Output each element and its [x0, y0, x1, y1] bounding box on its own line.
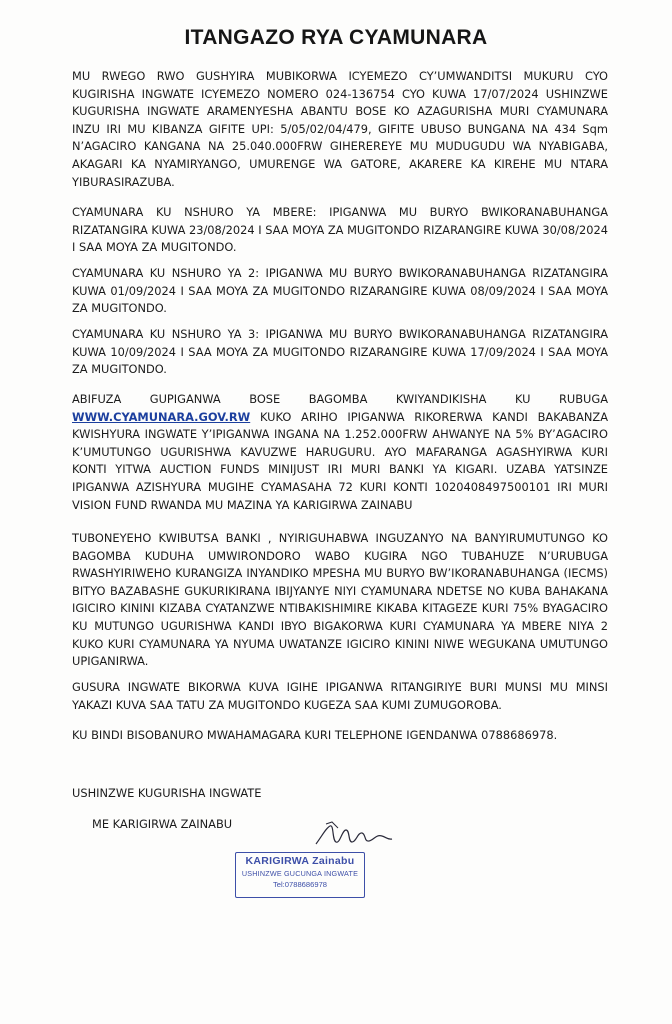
signoff-role: USHINZWE KUGURISHA INGWATE: [72, 786, 262, 800]
paragraph-contact: KU BINDI BISOBANURO MWAHAMAGARA KURI TELEPHONE IGENDANWA 0788686978.: [72, 728, 558, 742]
signoff-name: ME KARIGIRWA ZAINABU: [92, 817, 233, 831]
handwritten-signature: [312, 818, 394, 854]
stamp-telephone: Tel:0788686978: [272, 880, 328, 889]
paragraph-visiting: GUSURA INGWATE BIKORWA KUVA IGIHE IPIGANWA RITANGIRIYE BURI MUNSI MU MINSI YAKAZI KUVA SAA TATU ZA MUGITONDO KUGEZA SAA KUMI ZUMUGOROBA.: [72, 680, 608, 712]
paragraph-auction-1: CYAMUNARA KU NSHURO YA MBERE: IPIGANWA MU BURYO BWIKORANABUHANGA RIZATANGIRA KUWA 23/08/2024 I SAA MOYA ZA MUGITONDO RIZARANGIRE KUWA 30/08/2024 I SAA MOYA ZA MUGITONDO.: [72, 205, 608, 255]
auction-website-link[interactable]: WWW.CYAMUNARA.GOV.RW: [72, 409, 251, 424]
document-title: ITANGAZO RYA CYAMUNARA: [184, 26, 488, 49]
registration-text-end: KUKO ARIHO IPIGANWA RIKORERWA KANDI BAKABANZA KWISHYURA INGWATE Y’IPIGANWA INGANA NA 1.252.000FRW AHWANYE NA 5% BY’AGACIRO K’UMUTUNGO UGURISHWA KAVUZWE HARUGURU. AYO MAFARANGA AGASHYIRWA KURI KONTI YITWA AUCTION FUNDS MINIJUST IRI MURI BANKI YA KIGARI. UZABA YATSINZE IPIGANWA AZISHYURA MUGIHE CYAMASAHA 72 KURI KONTI 1020408497500101 IRI MURI VISION FUND RWANDA MU MAZINA YA KARIGIRWA ZAINABU: [72, 409, 608, 512]
registration-text-start: ABIFUZA GUPIGANWA BOSE BAGOMBA KWIYANDIKISHA KU RUBUGA: [72, 392, 608, 406]
paragraph-auction-2: CYAMUNARA KU NSHURO YA 2: IPIGANWA MU BURYO BWIKORANABUHANGA RIZATANGIRA KUWA 01/09/2024 I SAA MOYA ZA MUGITONDO RIZARANGIRE KUWA 08/09/2024 I SAA MOYA ZA MUGITONDO.: [72, 266, 608, 316]
paragraph-registration: [72, 391, 608, 514]
official-stamp: [235, 852, 365, 898]
stamp-name: KARIGIRWA Zainabu: [245, 855, 355, 867]
paragraph-auction-3: CYAMUNARA KU NSHURO YA 3: IPIGANWA MU BURYO BWIKORANABUHANGA RIZATANGIRA KUWA 10/09/2024 I SAA MOYA ZA MUGITONDO RIZARANGIRE KUWA 17/09/2024 I SAA MOYA ZA MUGITONDO.: [72, 327, 608, 377]
stamp-role: USHINZWE GUCUNGA INGWATE: [241, 869, 359, 878]
paragraph-reminder: TUBONEYEHO KWIBUTSA BANKI , NYIRIGUHABWA INGUZANYO NA BANYIRUMUTUNGO KO BAGOMBA KUDUHA UMWIRONDORO WABO KUGIRA NGO TUBAHUZE N’URUBUGA RWASHYIRIWEHO KURANGIZA INYANDIKO MPESHA MU BURYO BW’IKORANABUHANGA (IECMS) BITYO BAZABASHE GUKURIKIRANA IBIJYANYE NIYI CYAMUNARA NDETSE NO KUBA BAHAKANA IGICIRO KININI KIZABA CYATANZWE NTIBAKISHIMIRE KIKABA KITAGEZE KURI 75% BYAGACIRO KU MUTUNGO UGURISHWA KANDI IBYO BIGAKORWA KURI CYAMUNARA YA MBERE NIYA 2 KUKO KURI CYAMUNARA YA NYUMA UWATANZE IGICIRO KININI NIWE WEGUKANA UMUTUNGO UPIGANIRWA.: [72, 531, 608, 669]
paragraph-intro: MU RWEGO RWO GUSHYIRA MUBIKORWA ICYEMEZO CY’UMWANDITSI MUKURU CYO KUGIRISHA INGWATE ICYEMEZO NOMERO 024-136754 CYO KUWA 17/07/2024 USHINZWE KUGURISHA INGWATE ARAMENYESHA ABANTU BOSE KO AZAGURISHA MURI CYAMUNARA INZU IRI MU KIBANZA GIFITE UPI: 5/05/02/04/479, GIFITE UBUSO BUNGANA NA 434 Sqm N’AGACIRO KANGANA NA 25.040.000FRW GIHEREREYE MU MUDUGUDU WA NYABIGABA, AKAGARI KA NYAMIRYANGO, UMURENGE WA GATORE, AKARERE KA KIREHE MU NTARA YIBURASIRAZUBA.: [72, 69, 608, 189]
